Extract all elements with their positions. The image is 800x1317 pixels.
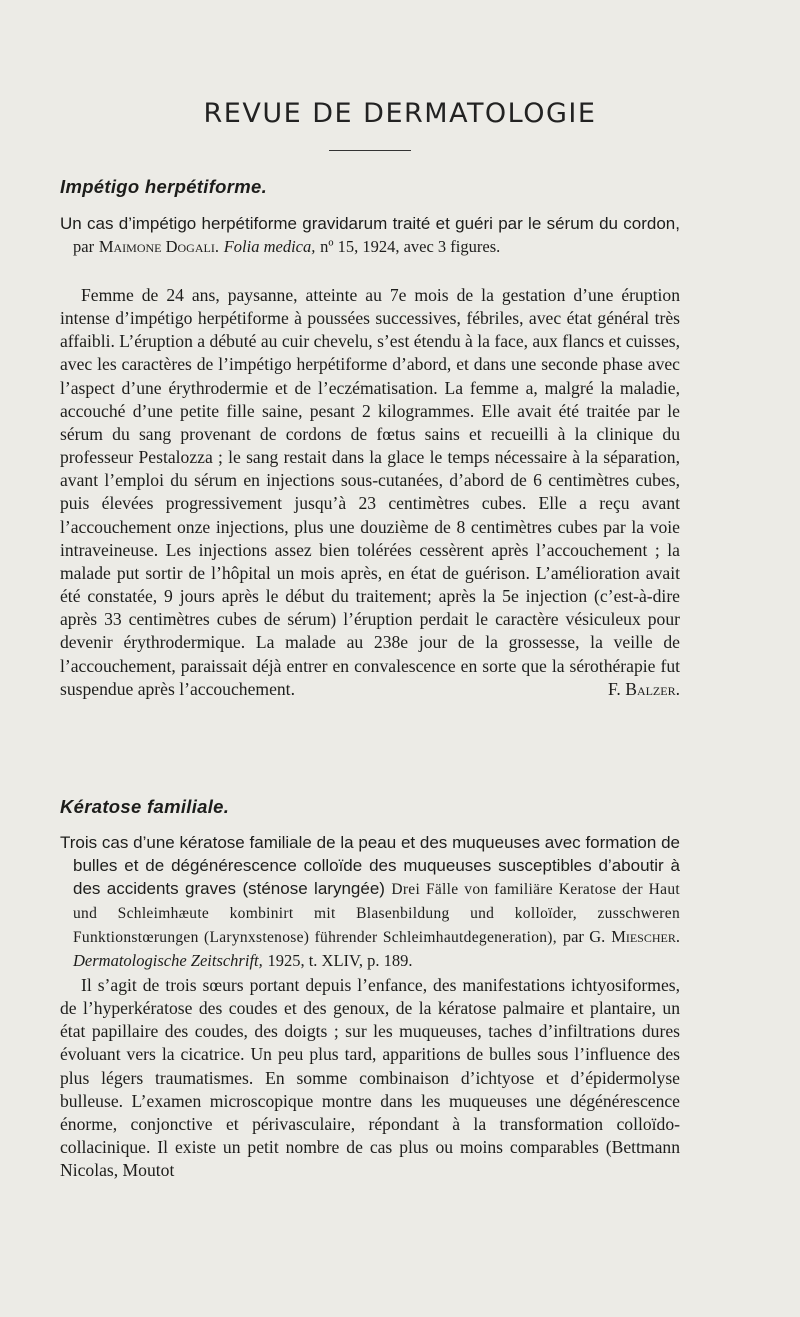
article-title-text: Trois cas d’une kératose familiale de la peau et des muqueuses avec formation de bulles et de dégénérescence colloïde des muqueuses susceptibles d’aboutir à des accidents graves (sténose laryngée) [60,833,680,898]
article-title-impetigo [60,212,680,258]
article-body-keratose [60,974,680,1182]
article-ref-by: par [73,237,95,256]
article-ref-rest: 1925, t. XLIV, p. 189. [267,951,413,970]
head-rule [329,150,411,151]
article-body-text: Il s’agit de trois sœurs portant depuis l’enfance, des manifestations ichtyosiformes, de l’hyperkératose des coudes et des genoux, de la kératose palmaire et plantaire, un état papillaire des coudes, des doigts ; sur les muqueuses, taches d’infiltrations dures évoluant vers la cicatrice. Un peu plus tard, apparitions de bulles sous l’influence des plus légers traumatismes. En somme combinaison d’ichtyose et d’épidermolyse bulleuse. L’examen microscopique montre dans les muqueuses une dégénérescence énorme, conjonctive et périvasculaire, répondant à la transformation colloïdo-collacinique. Il existe un petit nombre de cas plus ou moins comparables (Bettmann Nicolas, Moutot [60,975,680,1181]
article-title-text: Un cas d’impétigo herpétiforme gravidarum traité et guéri par le sérum du cordon, [60,214,680,233]
article-title-keratose [60,831,680,972]
article-title-german: Drei Fälle von familiäre Keratose der Haut und Schleimhæute kombinirt mit Blasenbildung und kolloïder, zusschweren Funktionstœrungen (Larynxstenose) führender Schleimhautdegeneration), [73,881,680,946]
article-ref-by: par G. [562,927,606,946]
running-head: REVUE DE DERMATOLOGIE [203,98,597,129]
article-body-impetigo [60,284,680,701]
article-journal: Dermatologische Zeitschrift, [73,951,263,970]
section-heading-keratose: Kératose familiale. [60,796,230,817]
article-author: Maimone Dogali. [98,237,219,256]
article-journal: Folia medica, [223,237,316,256]
article-ref-rest: nº 15, 1924, avec 3 figures. [320,237,501,256]
article-author: Miescher. [611,927,680,946]
section-heading-impetigo: Impétigo herpétiforme. [60,176,268,197]
article-signature: F. Balzer. [608,678,680,699]
article-body-text: Femme de 24 ans, paysanne, atteinte au 7e mois de la gestation d’une éruption intense d’impétigo herpétiforme à poussées successives, fébriles, avec état général très affaibli. L’éruption a débuté au cuir chevelu, s’est étendu à la face, aux flancs et cuisses, avec les caractères de l’impétigo herpétiforme d’abord, et dans une seconde phase avec l’aspect d’une érythrodermie et de l’eczématisation. La femme a, malgré la maladie, accouché d’une petite fille saine, pesant 2 kilogrammes. Elle avait été traitée par le sérum du sang provenant de cordons de fœtus sains et recueilli à la clinique du professeur Pestalozza ; le sang restait dans la glace le temps nécessaire à la séparation, avant l’emploi du sérum en injections sous-cutanées, d’abord de 6 centimètres cubes, puis élevées progressivement jusqu’à 23 centimètres cubes. Elle a reçu avant l’accouchement onze injections, plus une douzième de 8 centimètres cubes par la voie intraveineuse. Les injections assez bien tolérées cessèrent après l’accouchement ; la malade put sortir de l’hôpital un mois après, en état de guérison. L’amélioration avait été constatée, 9 jours après le début du traitement; après la 5e injection (c’est-à-dire après 33 centimètres cubes de sérum) l’éruption perdait le caractère vésiculeux pour devenir érythrodermique. La malade au 238e jour de la grossesse, la veille de l’accouchement, paraissait déjà entrer en convalescence en sorte que la sérothérapie fut suspendue après l’accouchement. [60,285,680,699]
